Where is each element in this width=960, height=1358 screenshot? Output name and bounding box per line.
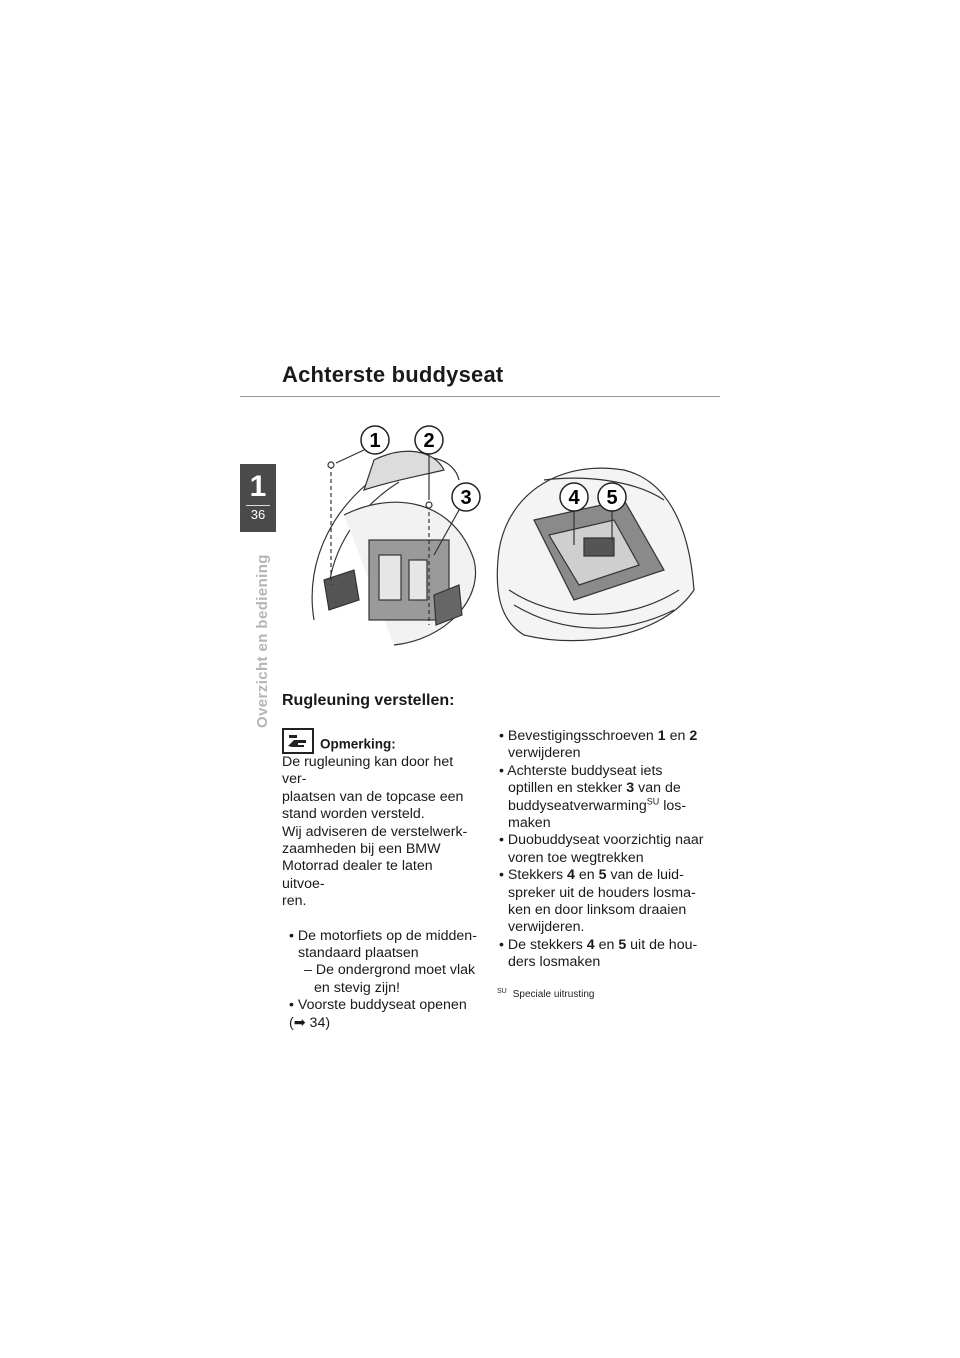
- step-item: • De stekkers 4 en 5 uit de hou- ders losmaken: [499, 936, 698, 971]
- right-column: [492, 728, 704, 972]
- step-item: • Stekkers 4 en 5 van de luid- spreker uit de houders losma- ken en door linksom draaien verwijderen.: [499, 867, 696, 936]
- callout-4: [560, 483, 588, 511]
- callout-1: [361, 426, 389, 454]
- svg-text:2: 2: [423, 430, 435, 452]
- note-line: Wij adviseren de verstelwerk-: [282, 823, 468, 840]
- callout-2: [415, 426, 443, 454]
- step-item: • Voorste buddyseat openen: [289, 997, 467, 1014]
- svg-text:5: 5: [606, 487, 618, 509]
- step-item: • Bevestigingsschroeven 1 en 2 verwijderen: [499, 728, 698, 762]
- footnote: [497, 989, 594, 1000]
- footnote-text: Speciale uitrusting: [512, 989, 595, 1000]
- page-number: 36: [250, 507, 266, 522]
- note-line: stand worden versteld.: [282, 806, 425, 823]
- step-subitem: – De ondergrond moet vlak en stevig zijn!: [304, 962, 476, 996]
- footnote-mark: SU: [497, 987, 507, 995]
- step-item: • Duobuddyseat voorzichtig naar voren toe wegtrekken: [499, 832, 704, 866]
- note-line: Motorrad dealer te laten uitvoe-: [282, 858, 433, 892]
- note-line: ren.: [282, 893, 307, 910]
- step-reference: (➡ 34): [289, 1014, 331, 1031]
- hand-note-icon: [282, 728, 314, 754]
- callout-5: [598, 483, 626, 511]
- page-title: Achterste buddyseat: [282, 362, 504, 387]
- side-section-label: Overzicht en bediening: [254, 554, 271, 728]
- note-line: De rugleuning kan door het ver-: [282, 754, 454, 788]
- step-item: • Achterste buddyseat iets optillen en stekker 3 van de buddyseatverwarming$^{SU}$ los- maken: [499, 762, 687, 832]
- note-label: Opmerking:: [320, 736, 396, 752]
- svg-text:1: 1: [369, 430, 381, 452]
- step-item: • De motorfiets op de midden- standaard plaatsen: [289, 927, 477, 962]
- chapter-number: 1: [249, 470, 267, 503]
- callout-3: [452, 483, 480, 511]
- title-divider: [240, 396, 720, 397]
- section-heading: Rugleuning verstellen:: [282, 692, 455, 709]
- note-header: [282, 728, 478, 754]
- note-line: zaamheden bij een BMW: [282, 841, 441, 858]
- chapter-tab: [240, 464, 276, 532]
- callout-layer: [284, 420, 700, 660]
- svg-text:4: 4: [568, 487, 580, 509]
- svg-text:3: 3: [460, 487, 472, 509]
- left-column: [282, 728, 478, 1032]
- note-line: plaatsen van de topcase een: [282, 788, 464, 805]
